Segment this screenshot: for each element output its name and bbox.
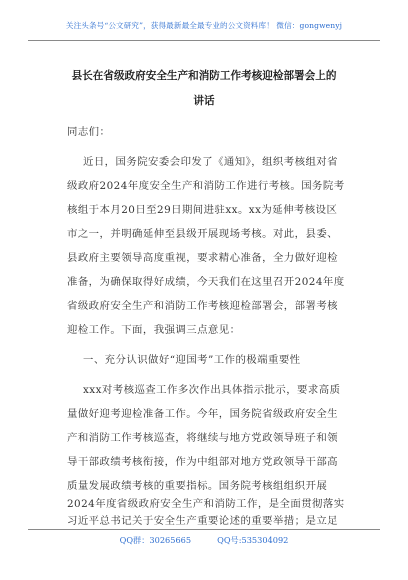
paragraph-1-line-4: 市之一，并明确延伸至县级开展现场考核。对此，县委、	[67, 228, 339, 240]
paragraph-1-line-1: 近日，国务院安委会印发了《通知》，组织考核组对省	[83, 156, 338, 168]
paragraph-3-line-1: xxx对考核巡查工作多次作出具体指示批示，要求高质	[83, 384, 341, 396]
header-promo-note: 关注头条号“公文研究”，获得最新最全最专业的公文资料库！ 微信：gongwenyj	[65, 21, 343, 30]
paragraph-1-line-7: 省级政府安全生产和消防工作考核迎检部署会，部署考核	[67, 300, 339, 312]
document-title-line-1: 县长在省级政府安全生产和消防工作考核迎检部署会上的	[71, 70, 337, 82]
paragraph-1-line-6: 准备，为确保取得好成绩，今天我们在这里召开2024年度	[67, 276, 345, 288]
paragraph-3-line-4: 导干部政绩考核衔接，作为中组部对地方党政领导干部高	[67, 456, 339, 468]
paragraph-1-line-5: 县政府主要领导高度重视，要求精心准备，全力做好迎检	[67, 252, 339, 264]
paragraph-3-line-2: 量做好迎考迎检准备工作。今年，国务院省级政府安全生	[67, 408, 339, 420]
header-divider	[28, 40, 380, 41]
section-heading-1: 一、充分认识做好“迎国考”工作的极端重要性	[83, 354, 301, 366]
footer-qq-group: QQ群：30265665	[119, 535, 192, 545]
footer-divider	[28, 529, 380, 530]
paragraph-1-line-3: 核组于本月20日至29日期间进驻xx。xx为延伸考核设区	[67, 204, 338, 216]
salutation: 同志们：	[67, 126, 111, 138]
paragraph-1-line-2: 级政府2024年度安全生产和消防工作进行考核。国务院考	[67, 180, 345, 192]
paragraph-1-line-8: 迎检工作。下面，我强调三点意见：	[67, 324, 241, 336]
paragraph-3-line-6: 2024年度省级政府安全生产和消防工作，是全面贯彻落实	[67, 498, 345, 510]
paragraph-3-line-7: 习近平总书记关于安全生产重要论述的重要举措；是立足	[67, 515, 339, 527]
footer-qq-number: QQ号:535304092	[217, 535, 289, 545]
paragraph-3-line-5: 质量发展政绩考核的重要指标。国务院考核组组织开展	[67, 480, 328, 492]
paragraph-3-line-3: 产和消防工作考核巡查，将继续与地方党政领导班子和领	[67, 432, 339, 444]
footer-contact	[0, 535, 408, 546]
document-title-line-2: 讲话	[193, 95, 215, 107]
